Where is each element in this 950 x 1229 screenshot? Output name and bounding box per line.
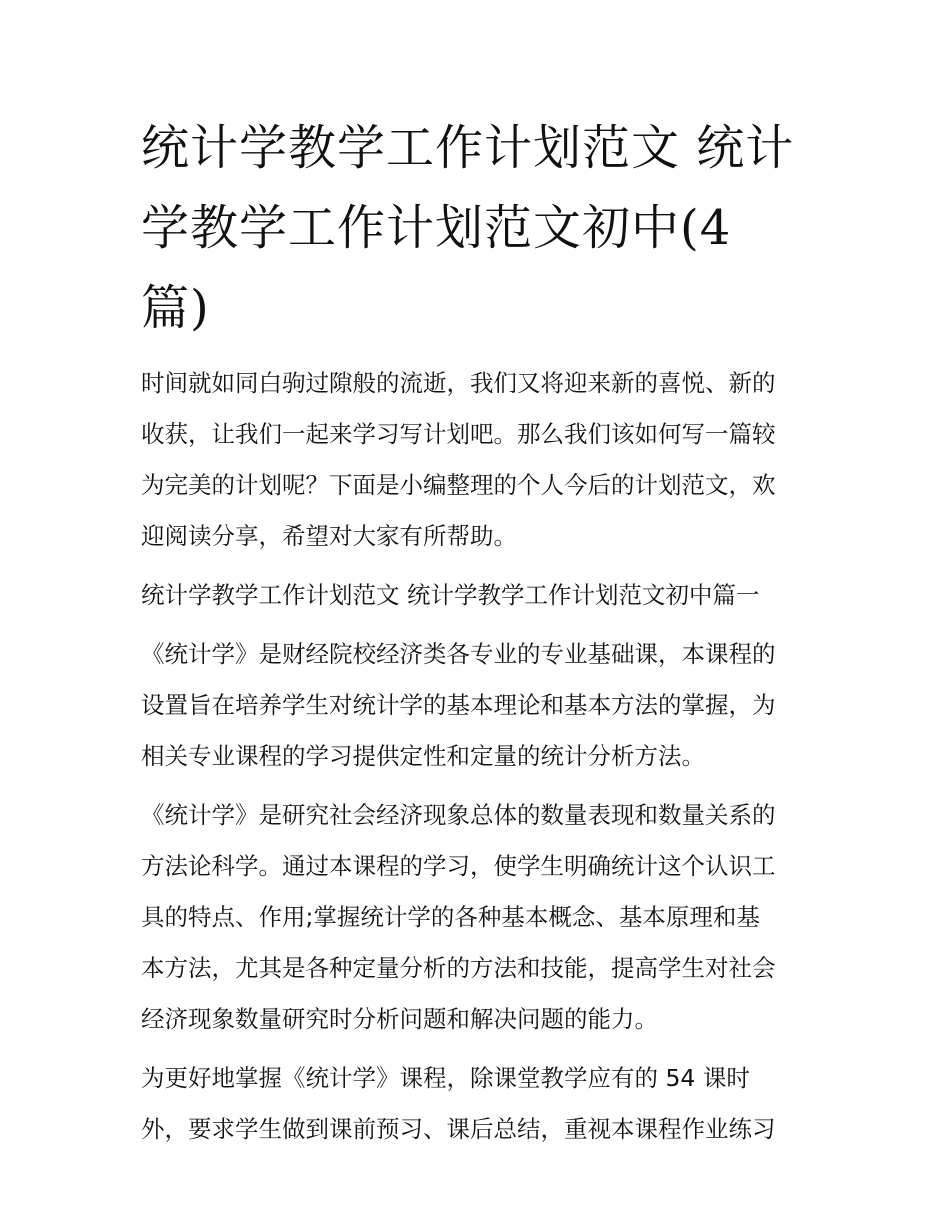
text-line: 方法论科学。通过本课程的学习，使学生明确统计这个认识工 [141,852,776,880]
document-title [141,108,813,348]
body-paragraph-3 [141,1053,813,1155]
title-line: 篇) [141,280,210,336]
title-line: 统计学教学工作计划范文 统计 [141,120,795,176]
text-line: 迎阅读分享，希望对大家有所帮助。 [141,522,517,550]
section-heading-text: 统计学教学工作计划范文 统计学教学工作计划范文初中篇一 [141,581,760,609]
text-line: 《统计学》是财经院校经济类各专业的专业基础课，本课程的 [141,640,776,668]
document-body [141,108,813,1163]
text-line: 为完美的计划呢？下面是小编整理的个人今后的计划范文，欢 [141,471,776,499]
text-line: 具的特点、作用;掌握统计学的各种基本概念、基本原理和基 [141,903,760,931]
section-heading [141,570,813,621]
text-line: 外，要求学生做到课前预习、课后总结，重视本课程作业练习 [141,1115,776,1143]
text-line: 经济现象数量研究时分析问题和解决问题的能力。 [141,1005,658,1033]
text-line: 收获，让我们一起来学习写计划吧。那么我们该如何写一篇较 [141,420,776,448]
text-line: 相关专业课程的学习提供定性和定量的统计分析方法。 [141,742,705,770]
text-line: 为更好地掌握《统计学》课程，除课堂教学应有的 54 课时 [141,1064,750,1092]
title-line: 学教学工作计划范文初中(4 [141,200,732,256]
body-paragraph-2 [141,790,813,1045]
intro-paragraph [141,358,813,562]
text-line: 设置旨在培养学生对统计学的基本理论和基本方法的掌握，为 [141,691,776,719]
text-line: 本方法，尤其是各种定量分析的方法和技能，提高学生对社会 [141,954,776,982]
paragraphs [141,358,813,1155]
text-line: 《统计学》是研究社会经济现象总体的数量表现和数量关系的 [141,801,776,829]
text-line: 时间就如同白驹过隙般的流逝，我们又将迎来新的喜悦、新的 [141,369,776,397]
body-paragraph-1 [141,629,813,782]
